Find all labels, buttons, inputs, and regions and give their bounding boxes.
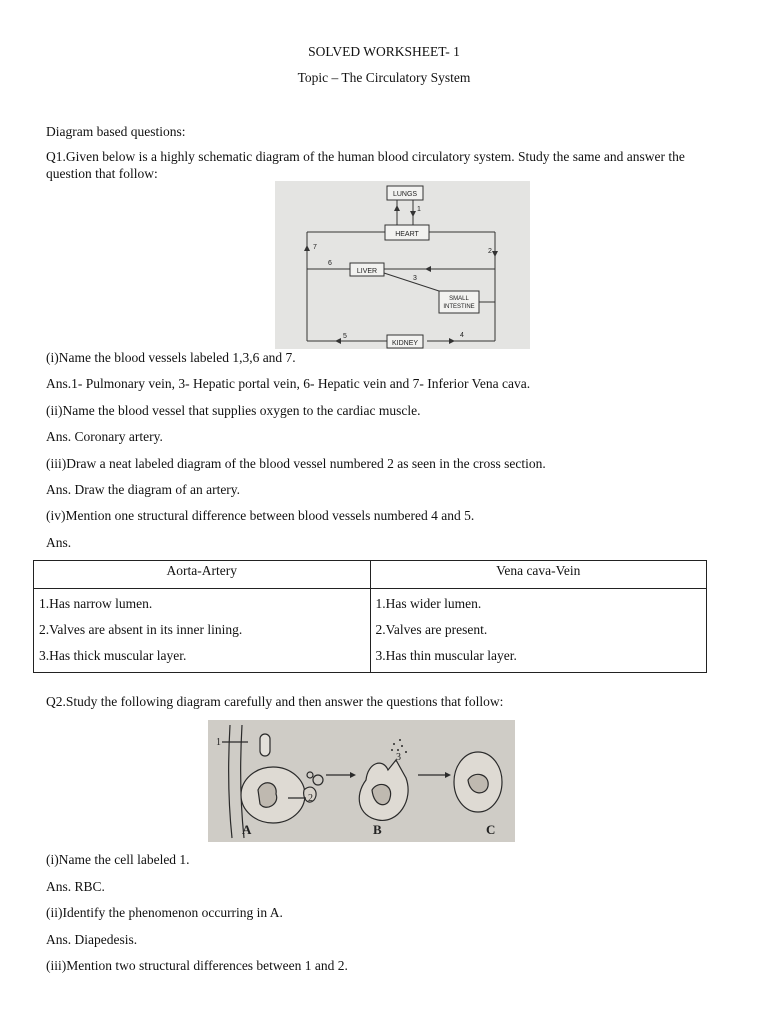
vessel-number-7: 7	[313, 244, 317, 251]
q2-part-i-question: (i)Name the cell labeled 1.	[46, 852, 190, 867]
circulatory-diagram	[275, 181, 530, 349]
stage-label-a: A	[242, 822, 252, 837]
q2-part-ii-answer: Ans. Diapedesis.	[46, 932, 138, 947]
q2-part-iii-question: (iii)Mention two structural differences between 1 and 2.	[46, 958, 348, 973]
cell-label-2: 2	[308, 793, 313, 804]
q1-part-iii-question: (iii)Draw a neat labeled diagram of the blood vessel numbered 2 as seen in the cross section.	[46, 456, 546, 471]
q1-text: Q1.Given below is a highly schematic diagram of the human blood circulatory system. Study the same and answer the question that follow:	[46, 149, 685, 181]
vessel-number-2: 2	[488, 248, 492, 255]
topic-heading: Topic – The Circulatory System	[297, 70, 471, 85]
vessel-number-5: 5	[343, 333, 347, 340]
vessel-number-4: 4	[460, 332, 464, 339]
heart-label: HEART	[395, 231, 419, 238]
small-intestine-label-2: INTESTINE	[443, 304, 475, 310]
table-cell: 3.Has thick muscular layer.	[39, 648, 187, 663]
table-cell: 1.Has narrow lumen.	[39, 596, 153, 611]
table-cell: 2.Valves are present.	[375, 622, 488, 637]
table-header-artery: Aorta-Artery	[34, 561, 371, 589]
stage-label-c: C	[486, 822, 496, 837]
artery-column	[34, 589, 371, 673]
table-cell: 2.Valves are absent in its inner lining.	[39, 622, 243, 637]
kidney-label: KIDNEY	[391, 340, 419, 347]
table-cell: 3.Has thin muscular layer.	[375, 648, 517, 663]
vessel-number-6: 6	[328, 260, 332, 267]
lungs-label: LUNGS	[392, 191, 418, 198]
cell-label-1: 1	[216, 737, 221, 748]
vessel-number-1: 1	[417, 206, 421, 213]
worksheet-title: SOLVED WORKSHEET- 1	[308, 44, 460, 59]
artery-vein-comparison-table	[33, 560, 707, 673]
q1-part-i-answer: Ans.1- Pulmonary vein, 3- Hepatic portal vein, 6- Hepatic vein and 7- Inferior Vena cava.	[46, 376, 531, 391]
q1-part-ii-question: (ii)Name the blood vessel that supplies oxygen to the cardiac muscle.	[46, 403, 421, 418]
q1-part-ii-answer: Ans. Coronary artery.	[46, 429, 163, 444]
table-header-vein: Vena cava-Vein	[370, 561, 707, 589]
table-cell: 1.Has wider lumen.	[375, 596, 482, 611]
q2-part-i-answer: Ans. RBC.	[46, 879, 105, 894]
vessel-number-3: 3	[413, 275, 417, 282]
diapedesis-diagram	[208, 720, 515, 842]
q1-part-iii-answer: Ans. Draw the diagram of an artery.	[46, 482, 241, 497]
section-heading: Diagram based questions:	[46, 124, 186, 139]
q1-part-iv-answer: Ans.	[46, 535, 72, 550]
small-intestine-label-1: SMALL	[449, 296, 469, 302]
q2-text: Q2.Study the following diagram carefully and then answer the questions that follow:	[46, 694, 504, 709]
q2-part-ii-question: (ii)Identify the phenomenon occurring in A.	[46, 905, 283, 920]
liver-label: LIVER	[356, 268, 378, 275]
cell-label-3: 3	[396, 752, 401, 763]
q1-part-iv-question: (iv)Mention one structural difference between blood vessels numbered 4 and 5.	[46, 508, 475, 523]
vein-column	[370, 589, 707, 673]
q1-part-i-question: (i)Name the blood vessels labeled 1,3,6 and 7.	[46, 350, 296, 365]
stage-label-b: B	[373, 822, 382, 837]
